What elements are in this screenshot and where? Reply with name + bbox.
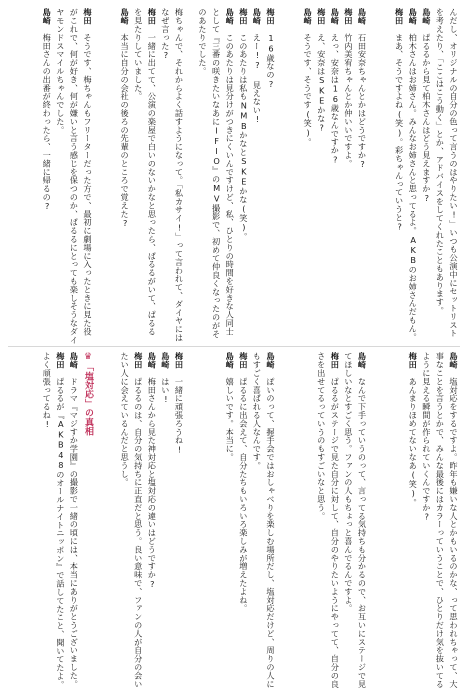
section-heading xyxy=(80,352,94,692)
speaker-name: 梅田 xyxy=(316,8,327,25)
dialogue-paragraph xyxy=(53,8,94,344)
dialogue-text: 梅田さんの出番が終わったら、一緒に帰るの? xyxy=(42,33,53,212)
dialogue-paragraph xyxy=(341,8,355,344)
dialogue-text: 塩対応をするですよ。昨年も嫌いな人とかもいるのかな、って思われちゃって、大事なことを言うとかで、みんな最後にはカラーっていうことで、ひとりだけ気を抜いてるように見える瞬間が作られていくんですか? xyxy=(421,352,459,689)
speaker-name: 梅田 xyxy=(133,352,144,369)
dialogue-text: まあ、そうですよね(笑)。彩ちゃんっていうと? xyxy=(394,33,405,232)
dialogue-text: ドラマ『マジすか学園』の撮影で一緒の頃には、本当にありがとうございました。 xyxy=(69,377,80,689)
dialogue-text: ぱるるのは、自分の気持ちに正直だと思う。良い意味で、ファンの人が自分の会いたい人に会えているんだと思うし。 xyxy=(120,352,144,689)
dialogue-paragraph xyxy=(131,8,158,344)
speaker-name: 島崎 xyxy=(266,352,276,369)
dialogue-paragraph xyxy=(40,352,67,692)
crown-icon: ♛ xyxy=(83,352,93,363)
dialogue-paragraph xyxy=(419,352,460,692)
speaker-name: 島崎 xyxy=(408,8,419,25)
speaker-name: 梅田 xyxy=(343,8,354,25)
speaker-name: 島崎 xyxy=(421,8,432,25)
text-column xyxy=(8,8,94,344)
upper-text-block xyxy=(8,8,460,344)
dialogue-paragraph xyxy=(158,8,185,344)
dialogue-paragraph xyxy=(40,8,54,344)
dialogue-paragraph xyxy=(406,8,420,344)
speaker-name: 島崎 xyxy=(303,8,314,25)
text-column xyxy=(100,8,186,344)
dialogue-text: 一緒に出てて、公演の楽屋で白いのないかなと思ったら、ぱるるがいて、ぱるるを見たりしていました。 xyxy=(133,8,158,336)
dialogue-text: ぱるるに出会えて、自分たちもいろいろ楽しみが増えたよね。 xyxy=(238,377,249,613)
dialogue-paragraph xyxy=(419,8,433,344)
speaker-name: 島崎 xyxy=(225,352,236,369)
speaker-name: 梅田 xyxy=(147,8,158,25)
dialogue-paragraph xyxy=(195,8,236,344)
dialogue-paragraph xyxy=(158,352,172,692)
text-column xyxy=(191,352,277,692)
dialogue-text: 石田安奈ちゃんとかはどうですか? xyxy=(357,33,368,170)
text-column xyxy=(374,8,460,344)
dialogue-paragraph xyxy=(172,352,186,692)
speaker-name: 梅田 xyxy=(174,352,185,369)
speaker-name: 梅田 xyxy=(238,352,249,369)
speaker-name: 島崎 xyxy=(225,8,236,25)
dialogue-paragraph xyxy=(118,8,132,344)
dialogue-paragraph xyxy=(406,352,420,692)
dialogue-paragraph xyxy=(236,352,250,692)
dialogue-text: ぱるるがステージで見た自分に対して、自分のやりたいようにやってて、自分の良さを出せてるっていうのもすごいなと思う。 xyxy=(316,352,341,689)
dialogue-paragraph xyxy=(355,8,369,344)
speaker-name: 梅田 xyxy=(266,8,276,25)
speaker-name: 梅田 xyxy=(330,352,341,369)
dialogue-paragraph xyxy=(433,8,460,344)
dialogue-text: 柏木さんはお姉さん。みんなお姉さんと思ってるよ。AKBのお姉さんだもん。 xyxy=(408,33,419,342)
speaker-name: 島崎 xyxy=(120,8,131,25)
lower-text-block xyxy=(8,352,460,692)
dialogue-text: えっ、安奈は16歳なんですか? xyxy=(330,33,341,165)
dialogue-paragraph xyxy=(392,8,406,344)
dialogue-paragraph xyxy=(145,352,159,692)
speaker-name: 梅田 xyxy=(238,8,249,25)
dialogue-text: なんで下手っていうのって、言ってる気持ちも分かるので、お互いにステージで見てほしいなとすごく思う。ファンの人もちょっと喜んでるんですよ。 xyxy=(343,352,368,689)
speaker-name: 梅田 xyxy=(83,8,93,25)
dialogue-text: んだし、オリジナルの自分の色って言うのはやりたい!」いつも公演中にセットリストを考えたり、「ここはこう動く」とか、アドバイスをしてくれたこともあります。 xyxy=(435,8,459,338)
speaker-name: 島崎 xyxy=(252,8,263,25)
dialogue-text: 嬉しいです。本当に。 xyxy=(225,377,236,462)
dialogue-paragraph xyxy=(328,8,342,344)
speaker-name: 島崎 xyxy=(357,8,368,25)
dialogue-paragraph xyxy=(250,8,264,344)
dialogue-text: 竹内美宥ちゃんとか仲いいですよ。 xyxy=(343,33,354,168)
dialogue-text: 梅田さんから見た神対応と塩対応の違いはどうですか? xyxy=(147,377,158,590)
speaker-name: 島崎 xyxy=(330,8,341,25)
dialogue-text: あんまりほめてないなあ(笑)。 xyxy=(408,377,419,507)
dialogue-text: そうです、そうです(笑)。 xyxy=(303,33,314,147)
text-column xyxy=(100,352,186,692)
dialogue-paragraph xyxy=(118,352,145,692)
dialogue-text: え、安奈はSKEかな? xyxy=(316,33,327,133)
dialogue-text: 16歳なの? xyxy=(266,33,276,90)
speaker-name: 島崎 xyxy=(449,352,459,369)
heading-text: 「塩対応」の真相 xyxy=(83,362,93,436)
dialogue-paragraph xyxy=(223,352,237,692)
speaker-name: 島崎 xyxy=(42,8,53,25)
text-column xyxy=(191,8,277,344)
dialogue-paragraph xyxy=(263,8,277,344)
speaker-name: 梅田 xyxy=(408,352,419,369)
speaker-name: 梅田 xyxy=(394,8,405,25)
dialogue-text: ぱるるから見て柏木さんはどう見えますか? xyxy=(421,33,432,204)
dialogue-text: そうです、梅ちゃんもフリーターだった方で、最初に劇場に入ったときに見た役がこれで、何が好き、何が嫌いと言う感じを保つのか、ぱるるにとっても楽しそうなダイヤモンドスマイルちゃんでした。 xyxy=(55,8,93,344)
text-column xyxy=(283,8,369,344)
dialogue-paragraph xyxy=(341,352,368,692)
dialogue-paragraph xyxy=(250,352,277,692)
dialogue-text: 本当に自分の会社の後ろの先輩のところで覚えた? xyxy=(120,33,131,229)
text-column xyxy=(374,352,460,692)
dialogue-text: このあたりは私もNMBかなとSKEかな(笑)。 xyxy=(238,33,249,241)
dialogue-paragraph xyxy=(314,8,328,344)
dialogue-paragraph xyxy=(67,352,81,692)
dialogue-text: 一緒に頑張ろうね! xyxy=(174,377,185,455)
dialogue-text: ぱるるが『AKB48のオールナイトニッポン』で話してたこと、聞いてたよ。よく頑張ってるね! xyxy=(42,352,66,689)
speaker-name: 島崎 xyxy=(160,352,171,369)
speaker-name: 梅田 xyxy=(55,352,66,369)
dialogue-text: 梅ちゃんで、それからよく話すようになって。「私カサイ!」って言われて、ダイヤにはなぜ言った? xyxy=(160,8,185,342)
dialogue-paragraph xyxy=(314,352,341,692)
dialogue-text: ぽいのって、握手会ではおしゃべりを楽しむ場所だし、塩対応だけど、周りの人にもすごく喜ばれる人なんです。 xyxy=(252,352,276,689)
dialogue-paragraph xyxy=(236,8,250,344)
speaker-name: 島崎 xyxy=(357,352,368,369)
speaker-name: 島崎 xyxy=(147,352,158,369)
section-divider xyxy=(8,346,460,347)
text-column xyxy=(283,352,369,692)
speaker-name: 島崎 xyxy=(69,352,80,369)
text-column xyxy=(8,352,94,692)
dialogue-text: はい! xyxy=(160,377,171,405)
dialogue-text: このあたりは見分けがつきにくいんですけど、私、ひとりの時間を好きな人同士として『三番の咲きたいなあにIFIO』のMV撮影で、初めて仲良くなったのがそのあたりでした。 xyxy=(198,8,236,338)
dialogue-paragraph xyxy=(301,8,315,344)
dialogue-text: えー!? 見えない! xyxy=(252,33,263,125)
